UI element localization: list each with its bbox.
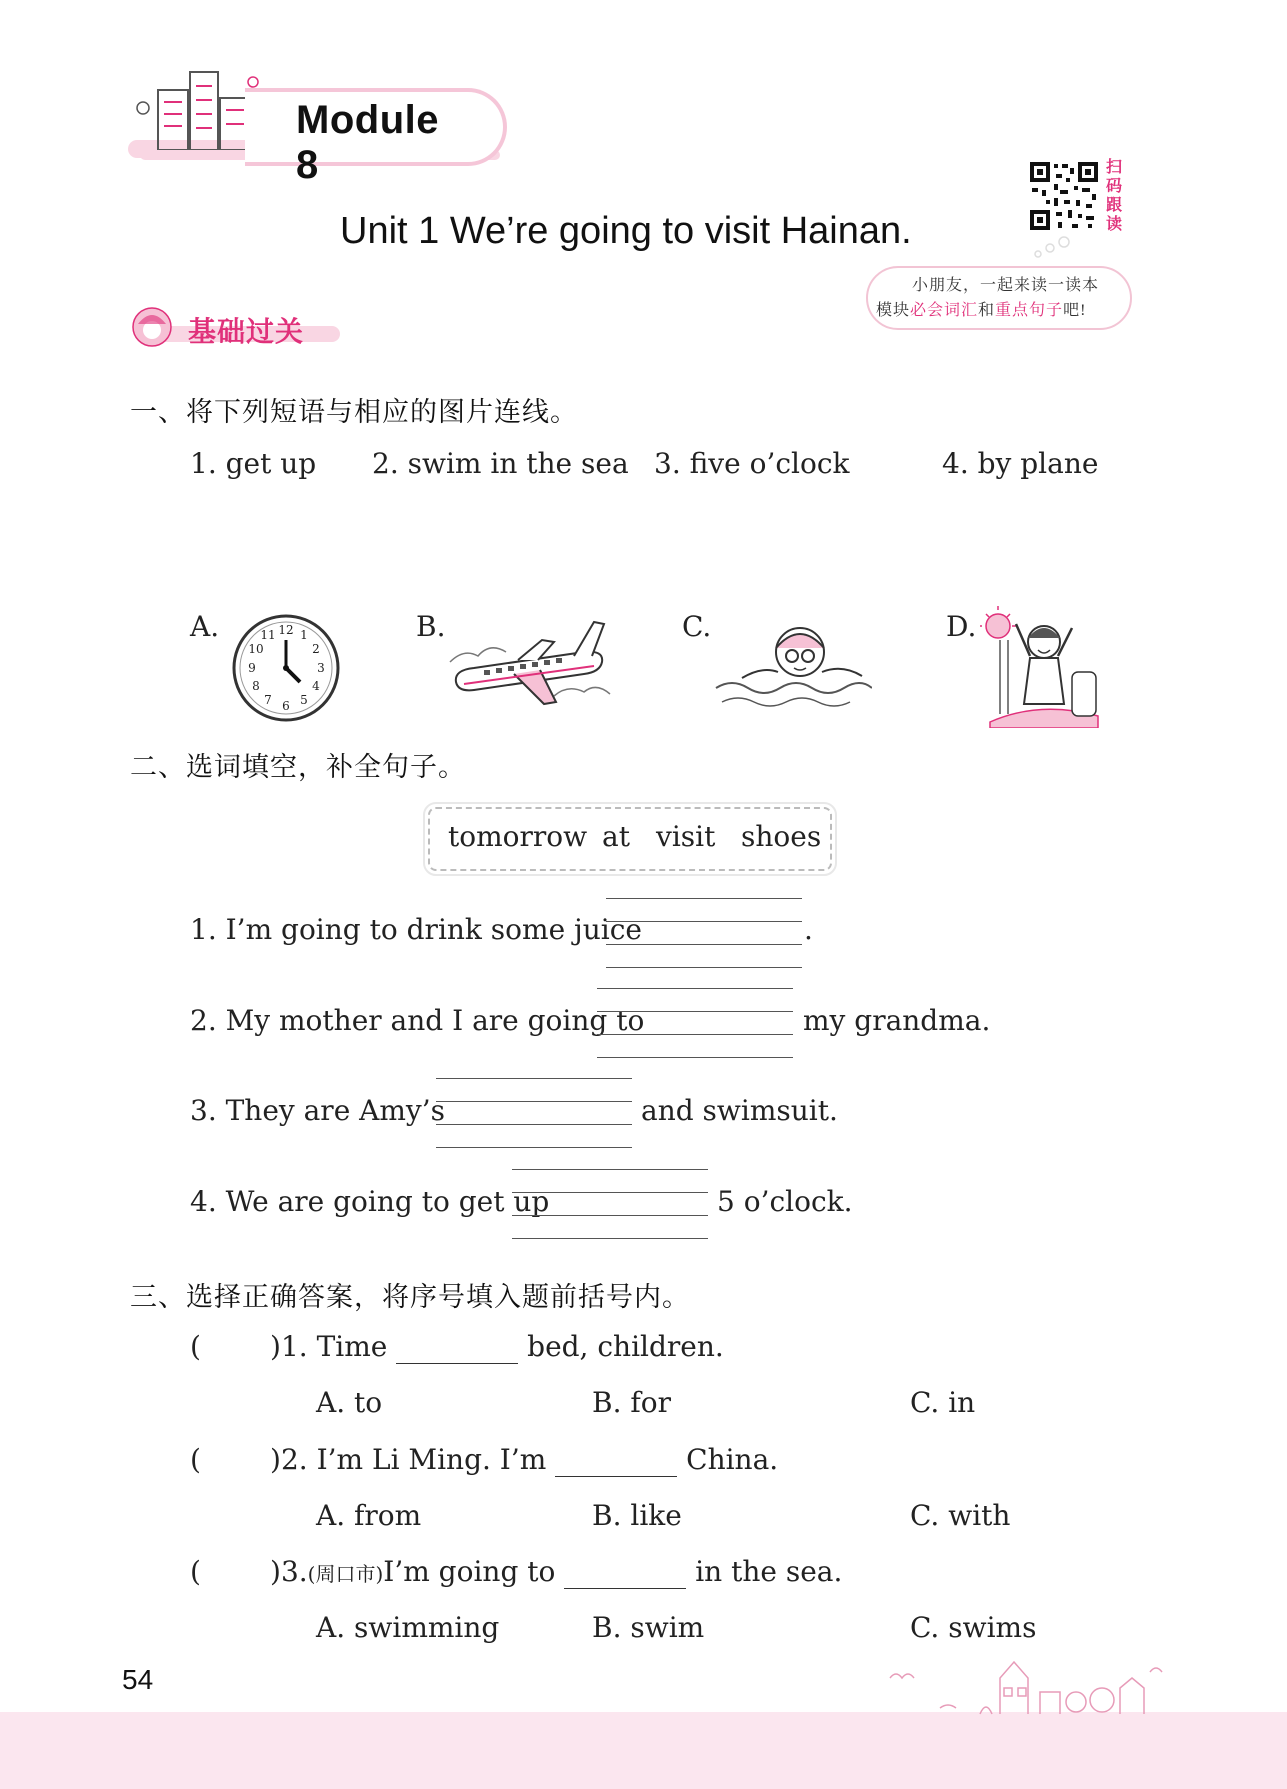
fill-sentence-end: my grandma. [803,1004,991,1037]
phrase-item: 4. by plane [942,447,1099,480]
question-stem [270,1330,724,1364]
option[interactable]: A. swimming [316,1611,500,1644]
answer-blank[interactable] [564,1555,686,1589]
option[interactable]: A. from [316,1499,422,1532]
q3-heading: 三、选择正确答案，将序号填入题前括号内。 [130,1282,690,1312]
writing-lines[interactable] [597,988,793,1060]
module-title: Module 8 [296,98,439,187]
fill-sentence-end: 5 o’clock. [717,1185,853,1218]
question-stem [270,1443,778,1477]
option[interactable]: C. with [910,1499,1011,1532]
reading-tip-line1: 小朋友，一起来读一读本 [912,277,1100,294]
scan-char: 读 [1105,216,1122,233]
bubble-dots-icon [1024,236,1074,260]
castle-decoration-icon [880,1648,1170,1720]
clock-numeral: 5 [300,693,308,707]
clock-numeral: 12 [278,623,294,637]
word-bank-item: visit [656,820,716,853]
q2-heading: 二、选词填空，补全句子。 [130,752,466,782]
footer-band [0,1712,1287,1789]
question-number: 2. [280,1443,308,1476]
source-tag: (周口市) [307,1562,384,1586]
picture-label: A. [190,610,220,643]
clock-numeral: 8 [252,679,260,693]
child-waking-icon[interactable] [980,604,1110,728]
option[interactable]: A. to [316,1386,383,1419]
fill-sentence-start: 4. We are going to get up [190,1185,550,1218]
tip-text: 和 [978,302,996,319]
paren-close: ) [270,1443,281,1476]
fill-sentence-start: 1. I’m going to drink some juice [190,913,642,946]
scan-char: 跟 [1105,197,1122,214]
writing-lines[interactable] [436,1078,632,1150]
question-number: 1. [280,1330,308,1363]
qr-code-icon[interactable] [1028,160,1100,232]
stem-before: Time [316,1330,388,1363]
section-label: 基础过关 [188,316,305,347]
answer-paren-open[interactable]: ( [190,1555,201,1588]
word-bank-item: at [602,820,630,853]
fill-sentence-end: . [804,913,813,946]
tip-highlight: 必会词汇 [910,302,979,319]
phrase-item: 2. swim in the sea [372,447,629,480]
option[interactable]: B. like [592,1499,682,1532]
reading-tip-line2 [876,297,1086,320]
paren-close: ) [270,1555,281,1588]
stem-before: I’m going to [383,1555,556,1588]
question-stem [270,1555,842,1589]
stem-after: China. [686,1443,779,1476]
answer-blank[interactable] [555,1443,677,1477]
unit-title: Unit 1 We’re going to visit Hainan. [340,210,912,252]
answer-paren-open[interactable]: ( [190,1443,201,1476]
page-number: 54 [122,1664,154,1695]
answer-paren-open[interactable]: ( [190,1330,201,1363]
scan-char: 扫 [1105,159,1122,176]
picture-label: C. [682,610,712,643]
option[interactable]: B. swim [592,1611,705,1644]
scan-follow-label [1104,158,1124,234]
option[interactable]: B. for [592,1386,671,1419]
clock-numeral: 2 [312,642,320,656]
answer-blank[interactable] [396,1330,518,1364]
airplane-icon[interactable] [444,612,614,712]
stem-after: in the sea. [695,1555,843,1588]
word-bank-item: tomorrow [448,820,588,853]
picture-label: D. [946,610,977,643]
phrase-item: 3. five o’clock [654,447,850,480]
clock-numeral: 3 [317,661,325,675]
tip-text: 模块 [876,302,911,319]
word-bank-item: shoes [741,820,822,853]
question-number: 3. [280,1555,308,1588]
phrase-item: 1. get up [190,447,317,480]
q1-heading: 一、将下列短语与相应的图片连线。 [130,397,578,427]
stem-before: I’m Li Ming. I’m [316,1443,547,1476]
fill-sentence-start: 3. They are Amy’s [190,1094,446,1127]
fill-sentence-end: and swimsuit. [641,1094,838,1127]
option[interactable]: C. in [910,1386,976,1419]
clock-numeral: 10 [248,642,264,656]
stem-after: bed, children. [527,1330,724,1363]
scan-char: 码 [1105,178,1122,195]
clock-numeral: 11 [260,628,276,642]
clock-numeral: 6 [282,699,290,713]
tip-text: 吧! [1063,302,1087,319]
swimmer-icon[interactable] [712,618,872,718]
fill-sentence-start: 2. My mother and I are going to [190,1004,645,1037]
writing-lines[interactable] [606,898,802,970]
clock-icon[interactable] [230,612,342,724]
paren-close: ) [270,1330,281,1363]
clock-numeral: 4 [312,679,320,693]
picture-label: B. [416,610,446,643]
option[interactable]: C. swims [910,1611,1037,1644]
writing-lines[interactable] [512,1169,708,1241]
clock-numeral: 7 [264,693,272,707]
tip-highlight: 重点句子 [995,302,1064,319]
clock-numeral: 1 [300,628,308,642]
clock-numeral: 9 [248,661,256,675]
